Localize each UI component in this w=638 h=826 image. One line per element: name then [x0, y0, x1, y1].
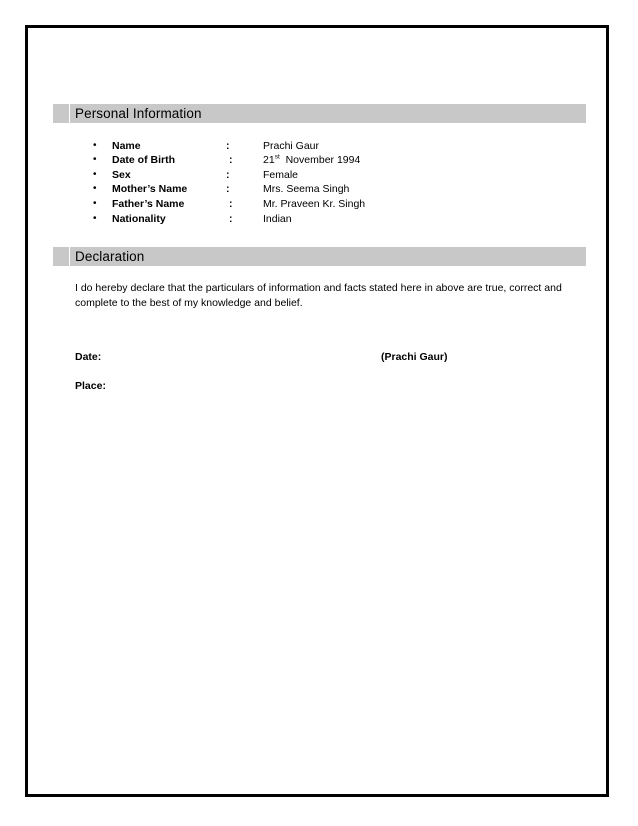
- date-label: Date:: [75, 351, 102, 363]
- section-title: Personal Information: [75, 106, 202, 121]
- bullet-icon: •: [93, 213, 97, 224]
- field-label: Father’s Name: [112, 198, 185, 210]
- dob-day: 21: [263, 154, 275, 166]
- field-value: Female: [263, 169, 299, 181]
- field-label: Date of Birth: [112, 154, 175, 166]
- field-separator: :: [229, 198, 233, 210]
- field-separator: :: [226, 140, 230, 152]
- declaration-text: I do hereby declare that the particulars of information and facts stated here in above are true, correct and complete to the best of my knowledge and belief.: [75, 282, 562, 309]
- field-label: Nationality: [112, 213, 166, 225]
- field-separator: :: [226, 183, 230, 195]
- section-header-declaration: [53, 247, 586, 266]
- bullet-icon: •: [93, 198, 97, 209]
- place-label: Place:: [75, 380, 106, 392]
- section-title: Declaration: [75, 249, 145, 264]
- dob-day-suffix: st: [274, 153, 280, 161]
- field-separator: :: [229, 154, 233, 166]
- field-separator: :: [229, 213, 233, 225]
- field-label: Name: [112, 140, 141, 152]
- section-header-divider: [69, 247, 70, 266]
- field-value: Mrs. Seema Singh: [263, 183, 350, 195]
- field-separator: :: [226, 169, 230, 181]
- bullet-icon: •: [93, 154, 97, 165]
- bullet-icon: •: [93, 140, 97, 151]
- field-value: [263, 153, 360, 167]
- bullet-icon: •: [93, 183, 97, 194]
- field-value: Prachi Gaur: [263, 140, 320, 152]
- field-label: Mother’s Name: [112, 183, 188, 195]
- section-header-divider: [69, 104, 70, 123]
- section-header-personal-information: [53, 104, 586, 123]
- dob-month-year: November 1994: [285, 154, 361, 166]
- bullet-icon: •: [93, 169, 97, 180]
- field-value: Mr. Praveen Kr. Singh: [263, 198, 366, 210]
- signature-name: (Prachi Gaur): [381, 351, 448, 363]
- field-label: Sex: [112, 169, 131, 181]
- field-value: Indian: [263, 213, 292, 225]
